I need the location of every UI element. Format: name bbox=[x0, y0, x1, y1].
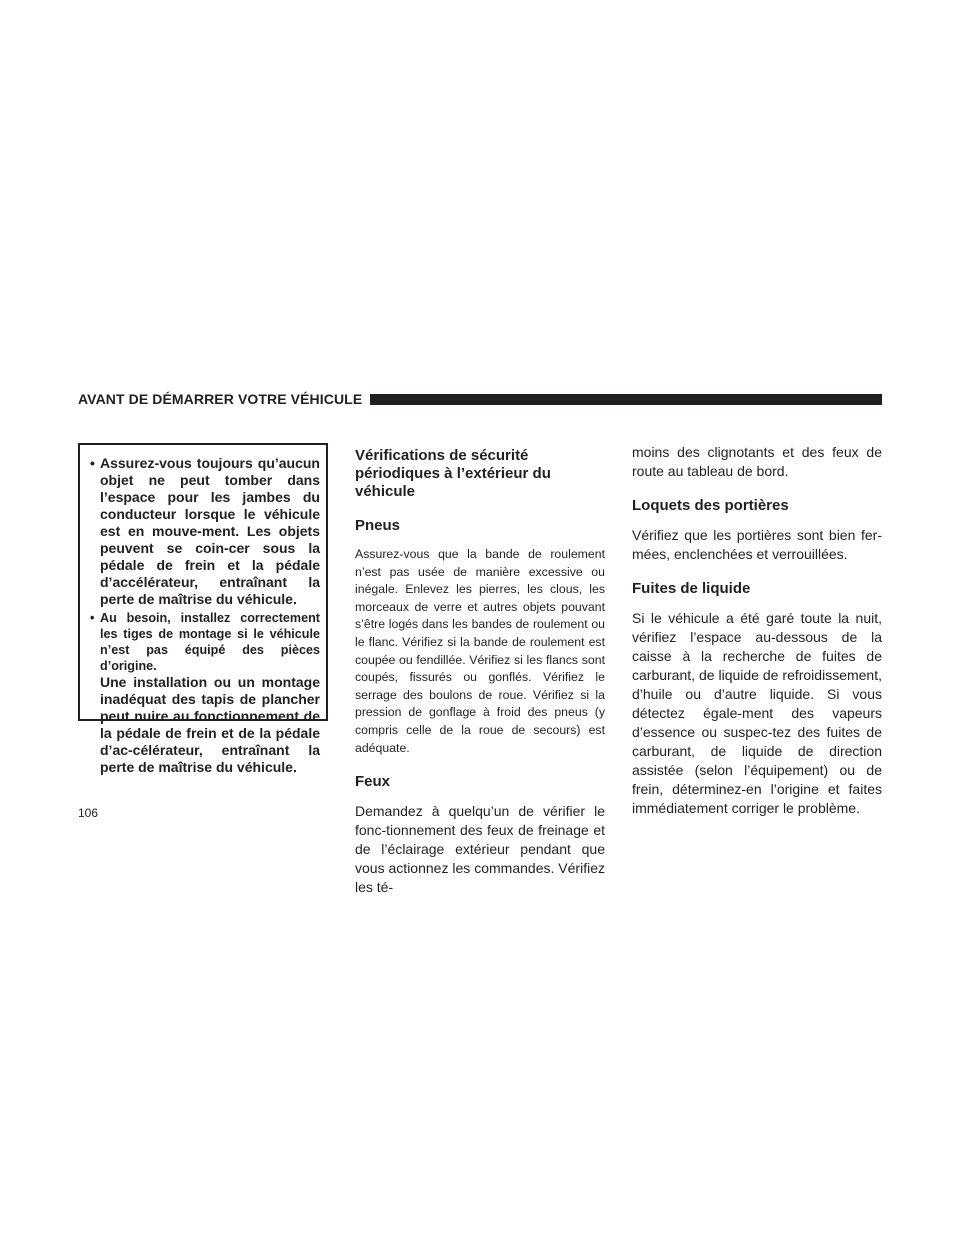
warning-paragraph: Une installation ou un montage inadéquat des tapis de plancher peut nuire au fonctionnement de la pédale de frein et de la pédale d’ac-célérateur, entraînant la perte de maîtrise du véhicule. bbox=[100, 674, 320, 775]
latches-heading: Loquets des portières bbox=[632, 497, 789, 514]
column-right bbox=[632, 443, 882, 818]
header-rule bbox=[370, 394, 882, 405]
warning-content bbox=[80, 445, 326, 776]
bullet-icon: • bbox=[90, 455, 95, 471]
bullet-icon: • bbox=[90, 611, 95, 625]
warning-box bbox=[78, 443, 328, 775]
tires-text: Assurez-vous que la bande de roulement n’est pas usée de manière excessive ou inégale. Enlevez les pierres, les clous, les morceaux de verre et autres objets pouvant s’être logés dans les bandes de roulement ou le flanc. Vérifiez si la bande de roulement est coupée ou fendillée. Vérifiez si les flancs sont coupés, fissurés ou gonflés. Vérifiez le serrage des boulons de roue. Vérifiez si la pression de gonflage à froid des pneus (y compris celle de la roue de secours) est adéquate. bbox=[355, 547, 605, 755]
lights-text-continued: moins des clignotants et des feux de route au tableau de bord. bbox=[632, 444, 882, 479]
leaks-heading: Fuites de liquide bbox=[632, 580, 751, 597]
warning-bullet bbox=[90, 610, 320, 674]
section-title: Vérifications de sécurité périodiques à l’extérieur du véhicule bbox=[355, 447, 551, 500]
lights-text: Demandez à quelqu’un de vérifier le fonc-tionnement des feux de freinage et de l’éclairage extérieur pendant que vous actionnez les commandes. Vérifiez les té- bbox=[355, 803, 605, 896]
page-number: 106 bbox=[78, 806, 99, 820]
header-title: AVANT DE DÉMARRER VOTRE VÉHICULE bbox=[78, 391, 363, 407]
column-middle bbox=[355, 443, 605, 897]
warning-bullet bbox=[90, 455, 320, 608]
warning-bullet-text: Assurez-vous toujours qu’aucun objet ne peut tomber dans l’espace pour les jambes du conducteur lorsque le véhicule est en mouve-ment. Les objets peuvent se coin-cer sous la pédale de frein et la pédale d’accélérateur, entraînant la perte de maîtrise du véhicule. bbox=[100, 455, 320, 607]
running-header bbox=[78, 389, 882, 409]
latches-text: Vérifiez que les portières sont bien fer-mées, enclenchées et verrouillées. bbox=[632, 527, 882, 562]
warning-bullet-text: Au besoin, installez correctement les tiges de montage si le véhicule n’est pas équipé des pièces d’origine. bbox=[100, 611, 320, 673]
leaks-text: Si le véhicule a été garé toute la nuit, vérifiez l’espace au-dessous de la caisse à la recherche de fuites de carburant, de liquide de refroidissement, d’huile ou d’autre liquide. Si vous détectez égale-ment des vapeurs d’essence ou suspec-tez des fuites de carburant, de liquide de direction assistée (selon l’équipement) ou de frein, déterminez-en l’origine et faites immédiatement corriger le problème. bbox=[632, 610, 882, 816]
lights-heading: Feux bbox=[355, 773, 391, 791]
tires-heading: Pneus bbox=[355, 517, 401, 534]
